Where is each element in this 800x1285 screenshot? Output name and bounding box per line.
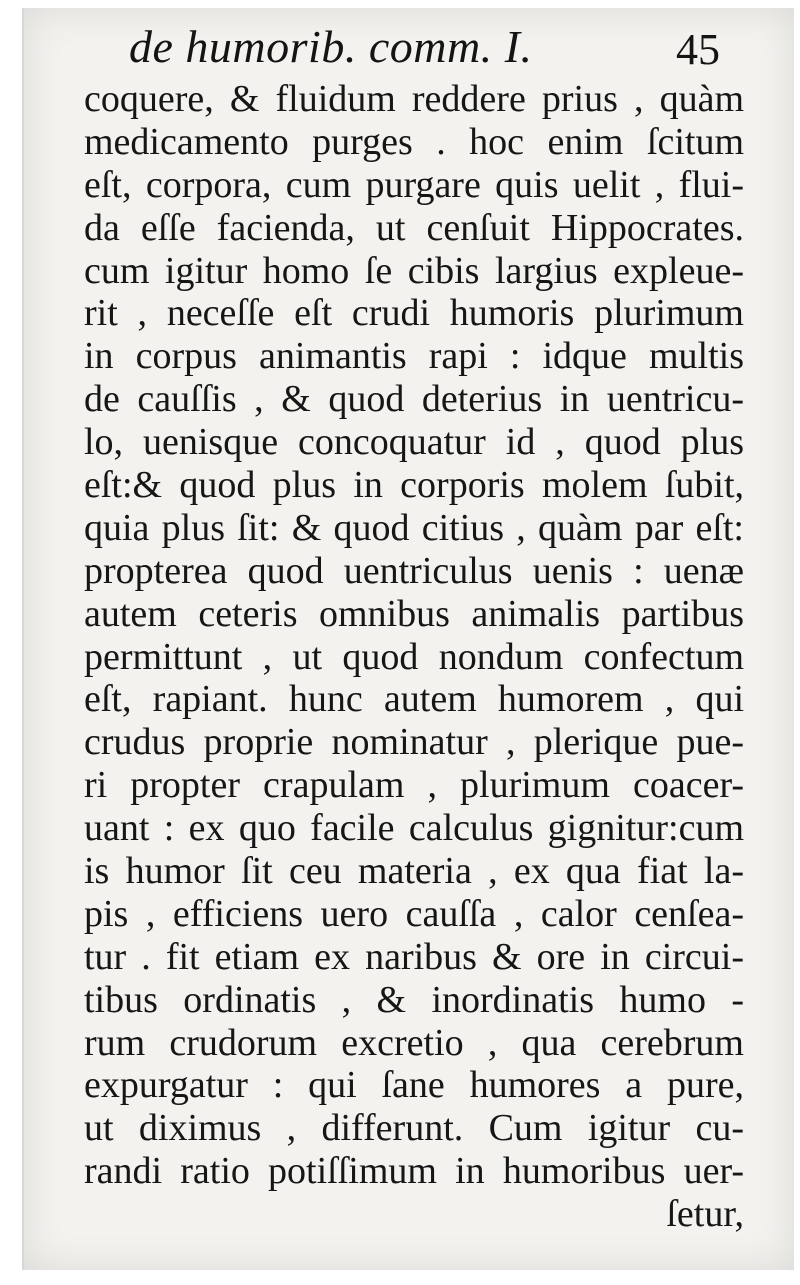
text-line: eſt:& quod plus in corporis molem ſubit, — [84, 464, 744, 507]
text-line: is humor ſit ceu materia , ex qua fiat la- — [84, 850, 744, 893]
text-line: tibus ordinatis , & inordinatis humo - — [84, 978, 744, 1021]
text-line: ri propter crapulam , plurimum coacer- — [84, 764, 744, 807]
text-line: de cauſſis , & quod deterius in uentricu- — [84, 378, 744, 421]
text-line: rum crudorum excretio , qua cerebrum — [84, 1021, 744, 1064]
text-line: eſt, rapiant. hunc autem humorem , qui — [84, 678, 744, 721]
text-line: permittunt , ut quod nondum confectum — [84, 635, 744, 678]
text-line: coquere, & fluidum reddere prius , quàm — [84, 78, 744, 120]
text-line: pis , efficiens uero cauſſa , calor cenſea- — [84, 892, 744, 935]
text-line: expurgatur : qui ſane humores a pure, — [84, 1064, 744, 1107]
page-number: 45 — [676, 25, 720, 74]
catchword: ſetur, — [666, 1193, 744, 1236]
text-line: quia plus ſit: & quod citius , quàm par eſt: — [84, 506, 744, 549]
running-title: de humorib. comm. I. — [129, 21, 533, 72]
book-page — [22, 8, 794, 1270]
body-text — [84, 78, 744, 1236]
text-line: propterea quod uentriculus uenis : uenæ — [84, 549, 744, 592]
text-line: eſt, corpora, cum purgare quis uelit , flui- — [84, 163, 744, 206]
text-line: crudus proprie nominatur , plerique pue- — [84, 721, 744, 764]
scan-margin — [0, 0, 22, 1285]
text-line: randi ratio potiſſimum in humoribus uer- — [84, 1150, 744, 1193]
text-line: rit , neceſſe eſt crudi humoris plurimum — [84, 292, 744, 335]
text-line: autem ceteris omnibus animalis partibus — [84, 592, 744, 635]
text-line: lo, uenisque concoquatur id , quod plus — [84, 421, 744, 464]
text-line: in corpus animantis rapi : idque multis — [84, 335, 744, 378]
text-line: medicamento purges . hoc enim ſcitum — [84, 120, 744, 163]
text-line: tur . fit etiam ex naribus & ore in circui- — [84, 935, 744, 978]
text-line: uant : ex quo facile calculus gignitur:cum — [84, 807, 744, 850]
text-line: da eſſe facienda, ut cenſuit Hippocrates. — [84, 206, 744, 249]
text-line: cum igitur homo ſe cibis largius expleue- — [84, 249, 744, 292]
text-line: ut diximus , differunt. Cum igitur cu- — [84, 1107, 744, 1150]
